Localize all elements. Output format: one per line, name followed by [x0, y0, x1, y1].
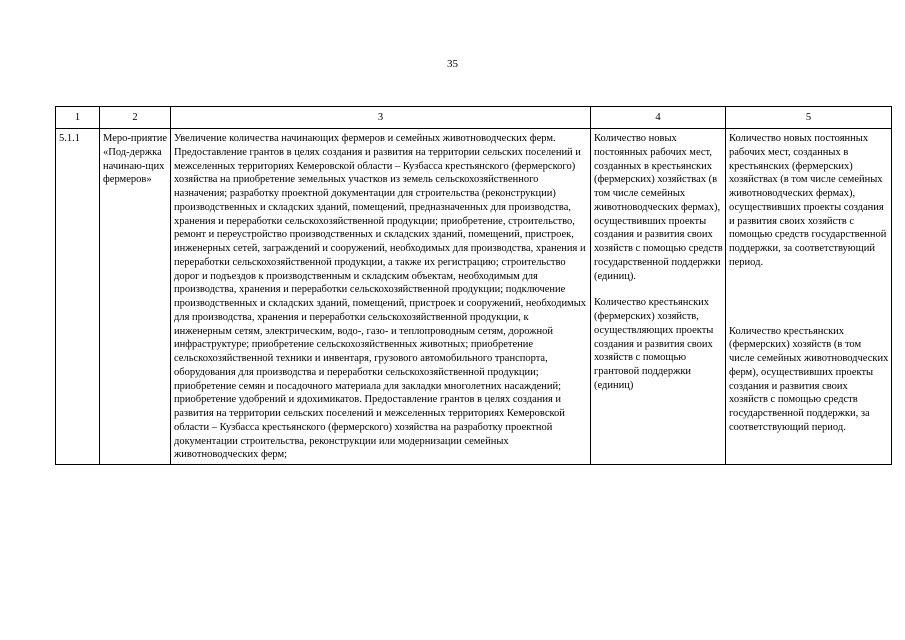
value-farms: Количество крестьянских (фермерских) хозяйств (в том числе семейных животноводческих ферм), осуществивших проекты создания и развития своих хозяйств с помощью средств государственной поддержки, за соответствующий период. [729, 325, 889, 433]
value-jobs: Количество новых постоянных рабочих мест, созданных в крестьянских (фермерских) хозяйствах (в том числе семейных животноводческих фермах), осуществивших проекты создания и развития своих хозяйств с помощью средств государственной поддержки, за соответствующий период. [729, 133, 887, 268]
description-cell [171, 129, 591, 465]
table-header-row [56, 107, 892, 129]
row-number: 5.1.1 [59, 133, 80, 144]
indicator-jobs: Количество новых постоянных рабочих мест, созданных в крестьянских (фермерских) хозяйствах (в том числе семейных животноводческих фермах), осуществивших проекты создания и развития своих хозяйств с помощью средств государственной поддержки (единиц). [594, 133, 723, 282]
indicator-farms: Количество крестьянских (фермерских) хозяйств, осуществляющих проекты создания и развития своих хозяйств с помощью грантовой поддержки (единиц) [594, 297, 714, 391]
event-name-cell [100, 129, 171, 465]
column-header-3: 3 [171, 107, 591, 129]
indicators-cell [591, 129, 726, 465]
table-row [56, 129, 892, 465]
column-header-5: 5 [726, 107, 892, 129]
column-header-4: 4 [591, 107, 726, 129]
column-header-1: 1 [56, 107, 100, 129]
program-table [55, 106, 892, 465]
values-cell [726, 129, 892, 465]
row-number-cell [56, 129, 100, 465]
column-header-2: 2 [100, 107, 171, 129]
page-number: 35 [447, 58, 458, 70]
event-name: Меро-приятие «Под-держка начинаю-щих фермеров» [103, 133, 168, 186]
event-description: Увеличение количества начинающих фермеров и семейных животноводческих ферм. Предоставление грантов в целях создания и развития на территории сельских поселений и межселенных территориях Кемеровской области – Кузбасса крестьянского (фермерского) хозяйства на приобретение земельных участков из земель сельскохозяйственного назначения; разработку проектной документации для строительства (реконструкции) производственных и складских зданий, помещений, предназначенных для производства, хранения и переработки сельскохозяйственной продукции; приобретение, строительство, ремонт и переустройство производственных и складских зданий, помещений, пристроек, инженерных сетей, заграждений и сооружений, необходимых для производства, хранения и переработки сельскохозяйственной продукции, а также их регистрацию; строительство дорог и подъездов к производственным и складским объектам, необходимым для производства, хранения и переработки сельскохозяйственной продукции; подключение производственных и складских зданий, помещений, пристроек и сооружений, необходимых для производства, хранения и переработки сельскохозяйственной продукции, к инженерным сетям, электрическим, водо-, газо- и теплопроводным сетям, дорожной инфраструктуре; приобретение сельскохозяйственных животных; приобретение сельскохозяйственной техники и инвентаря, грузового автомобильного транспорта, оборудования для производства и переработки сельскохозяйственной продукции; приобретение семян и посадочного материала для закладки многолетних насаждений; приобретение удобрений и ядохимикатов. Предоставление грантов в целях создания и развития на территории сельских поселений и межселенных территориях Кемеровской области – Кузбасса крестьянского (фермерского) хозяйства на разработку проектной документации строительства, реконструкции или модернизации семейных животноводческих ферм; [174, 133, 587, 461]
